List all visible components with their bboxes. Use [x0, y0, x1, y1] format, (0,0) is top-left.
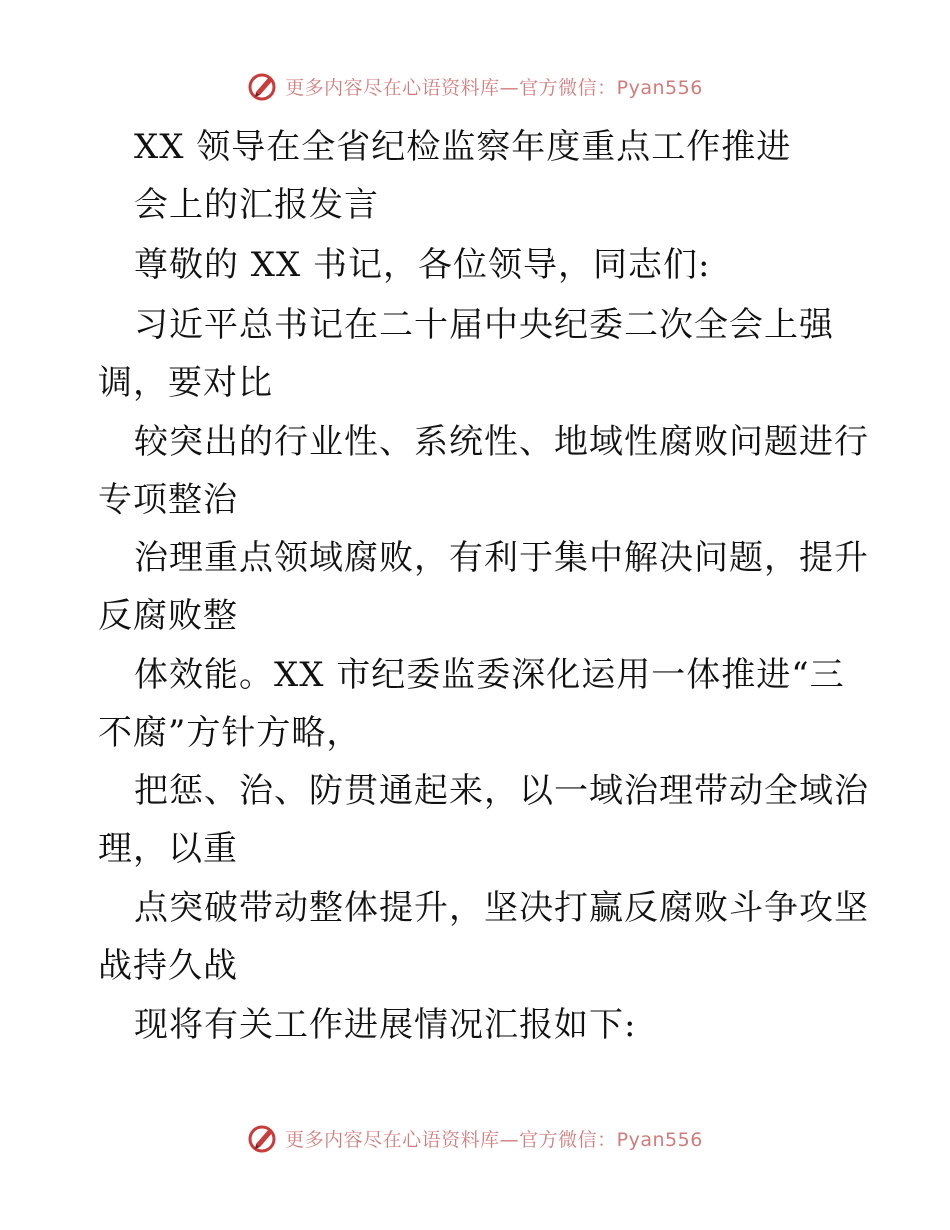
watermark-text: 更多内容尽在心语资料库—官方微信：Pyan556 [285, 76, 703, 99]
title-line-2: 会上的汇报发言 [134, 185, 379, 225]
paragraph-line: 反腐败整 [98, 596, 238, 636]
paragraph-line: 调，要对比 [98, 363, 273, 403]
paragraph-line: 习近平总书记在二十届中央纪委二次全会上强 [134, 305, 834, 345]
watermark-text: 更多内容尽在心语资料库—官方微信：Pyan556 [285, 1128, 703, 1151]
paragraph-line: 治理重点领域腐败，有利于集中解决问题，提升 [134, 538, 869, 578]
footer-watermark [0, 1122, 950, 1154]
title-line-1: XX 领导在全省纪检监察年度重点工作推进 [134, 127, 792, 167]
paragraph-line: 现将有关工作进展情况汇报如下: [134, 1005, 637, 1045]
paragraph-line: 把惩、治、防贯通起来，以一域治理带动全域治 [134, 771, 869, 811]
paragraph-line: 体效能。XX 市纪委监委深化运用一体推进“三 [134, 655, 845, 695]
paragraph-line: 战持久战 [98, 946, 238, 986]
paragraph-line: 专项整治 [98, 480, 238, 520]
paragraph-line: 较突出的行业性、系统性、地域性腐败问题进行 [134, 422, 869, 462]
salutation: 尊敬的 XX 书记，各位领导，同志们: [134, 245, 711, 285]
paragraph-line: 不腐”方针方略， [98, 713, 362, 753]
paragraph-line: 理，以重 [98, 829, 238, 869]
paragraph-line: 点突破带动整体提升，坚决打赢反腐败斗争攻坚 [134, 888, 869, 928]
pen-logo-icon [247, 1122, 279, 1154]
